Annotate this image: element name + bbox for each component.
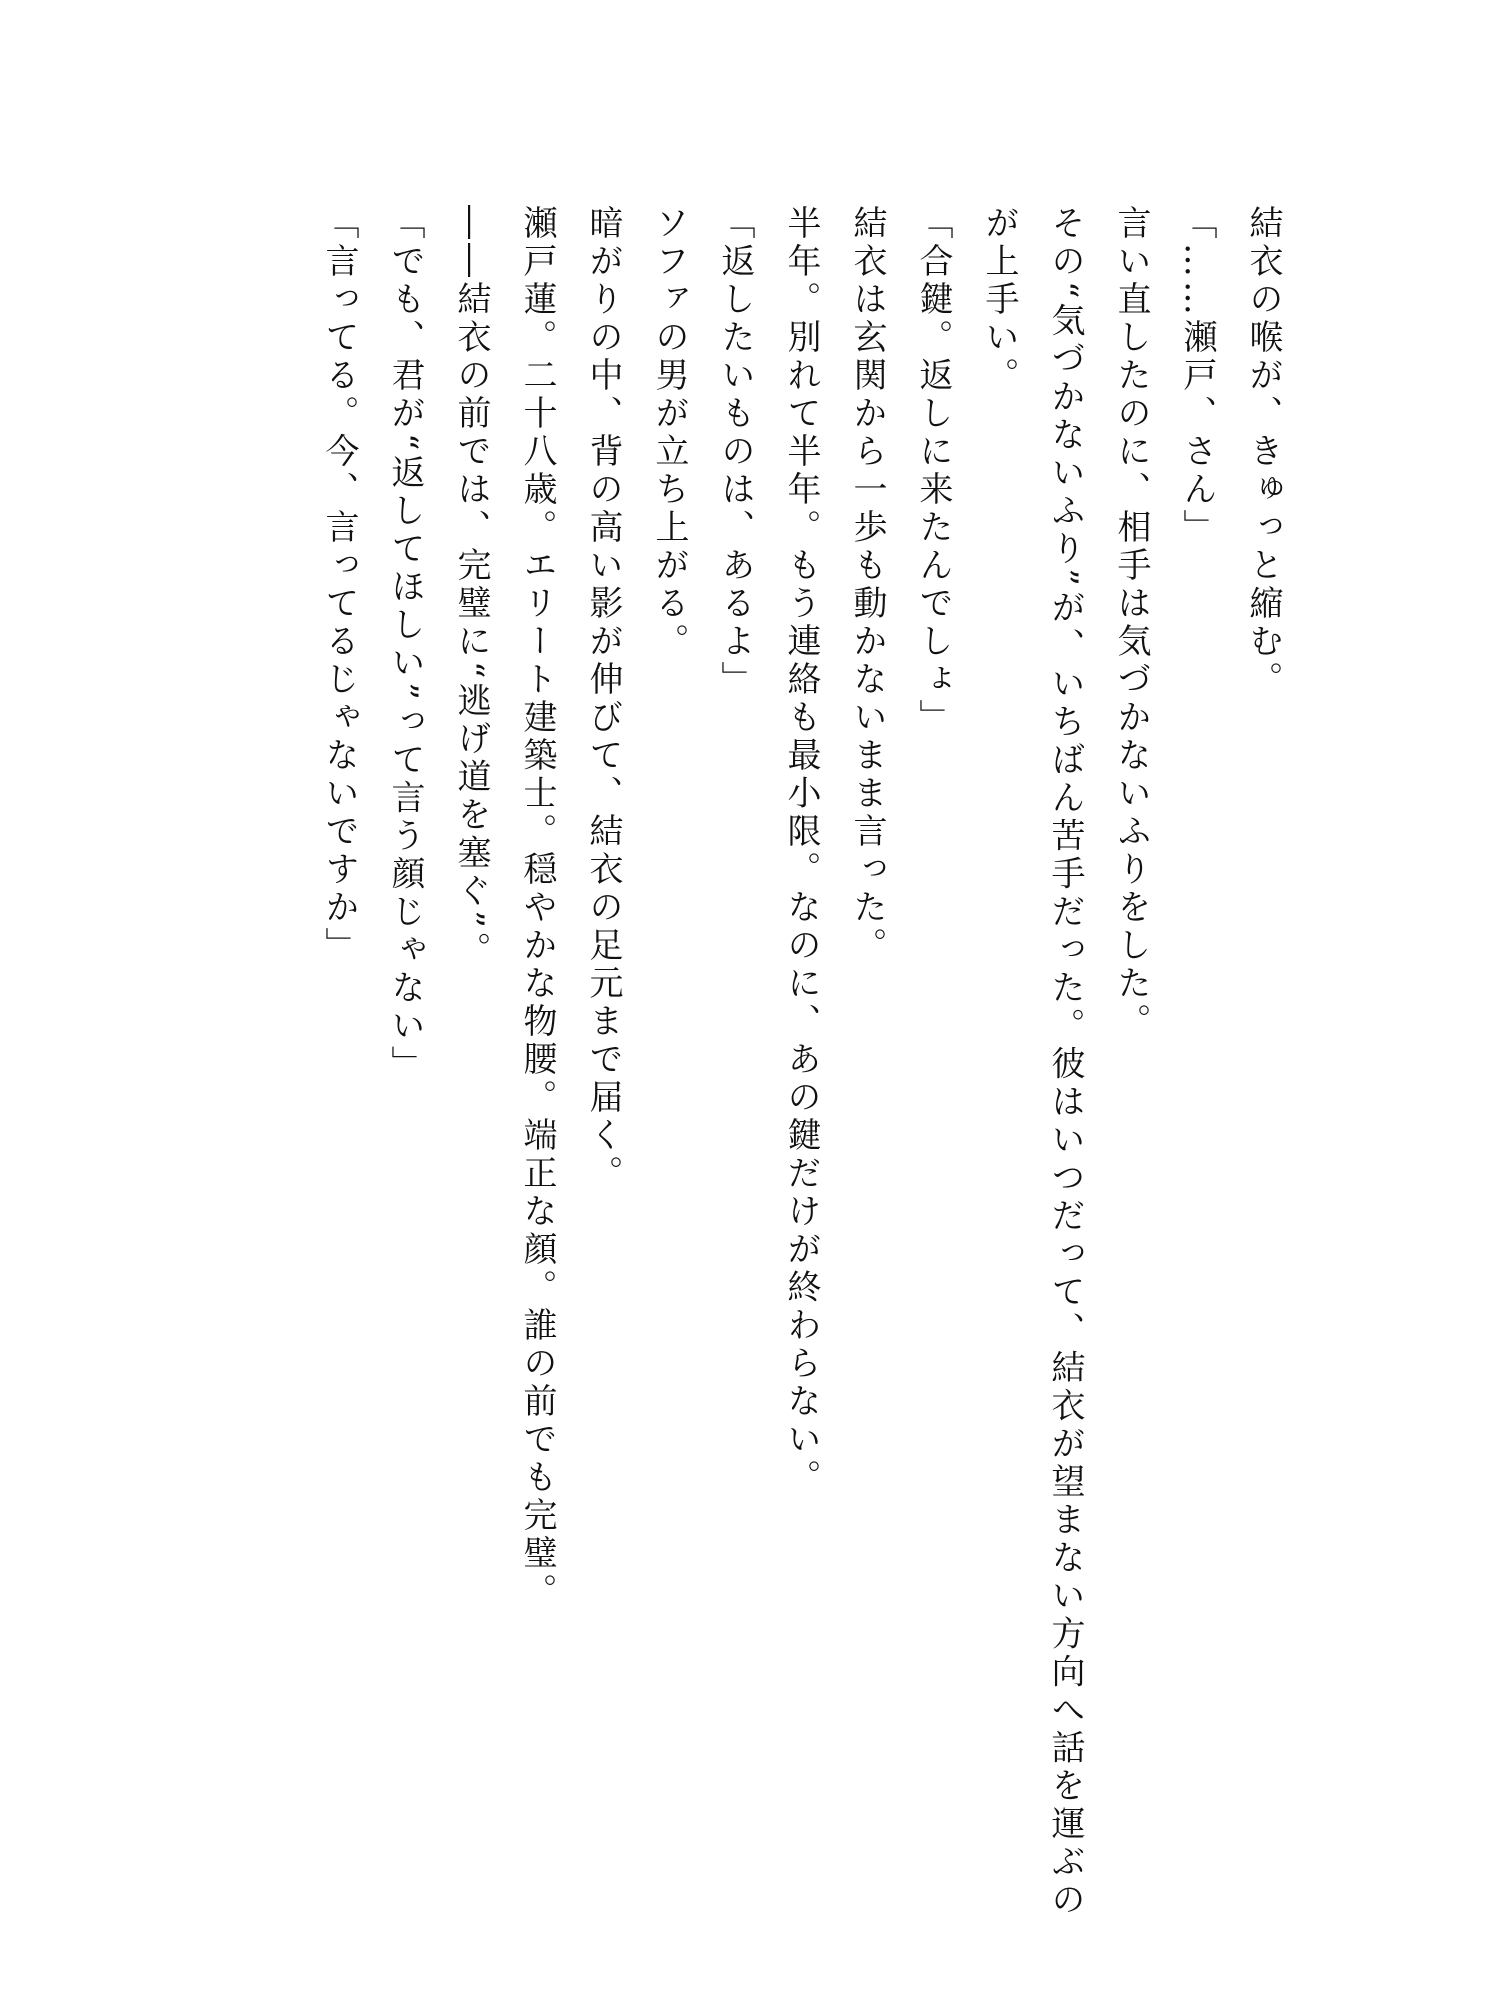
text-line: 「返したいものは、あるよ」 bbox=[715, 205, 755, 699]
text-line: 「……瀬戸、さん」 bbox=[1177, 205, 1217, 547]
text-line: 「でも、君が“返してほしい”って言う顔じゃない」 bbox=[385, 205, 425, 1084]
text-line: 半年。別れて半年。もう連絡も最小限。なのに、あの鍵だけが終わらない。 bbox=[781, 205, 821, 1497]
text-line: 結衣は玄関から一歩も動かないまま言った。 bbox=[847, 205, 887, 965]
text-line: 「言ってる。今、言ってるじゃないですか」 bbox=[319, 205, 359, 965]
text-line: 暗がりの中、背の高い影が伸びて、結衣の足元まで届く。 bbox=[583, 205, 623, 1193]
text-line: ソファの男が立ち上がる。 bbox=[649, 205, 689, 661]
text-line: 瀬戸蓮。二十八歳。エリート建築士。穏やかな物腰。端正な顔。誰の前でも完璧。 bbox=[517, 205, 557, 1611]
text-line: 結衣の喉が、きゅっと縮む。 bbox=[1243, 205, 1283, 699]
text-line: 「合鍵。返しに来たんでしょ」 bbox=[913, 205, 953, 737]
text-line: が上手い。 bbox=[979, 205, 1019, 395]
text-line: ――結衣の前では、完璧に“逃げ道を塞ぐ”。 bbox=[451, 205, 491, 970]
text-line: その“気づかないふり”が、いちばん苦手だった。彼はいつだって、結衣が望まない方向へ話を運ぶの bbox=[1045, 205, 1085, 1920]
body-text bbox=[306, 205, 1296, 1925]
text-line: 言い直したのに、相手は気づかないふりをした。 bbox=[1111, 205, 1151, 1041]
